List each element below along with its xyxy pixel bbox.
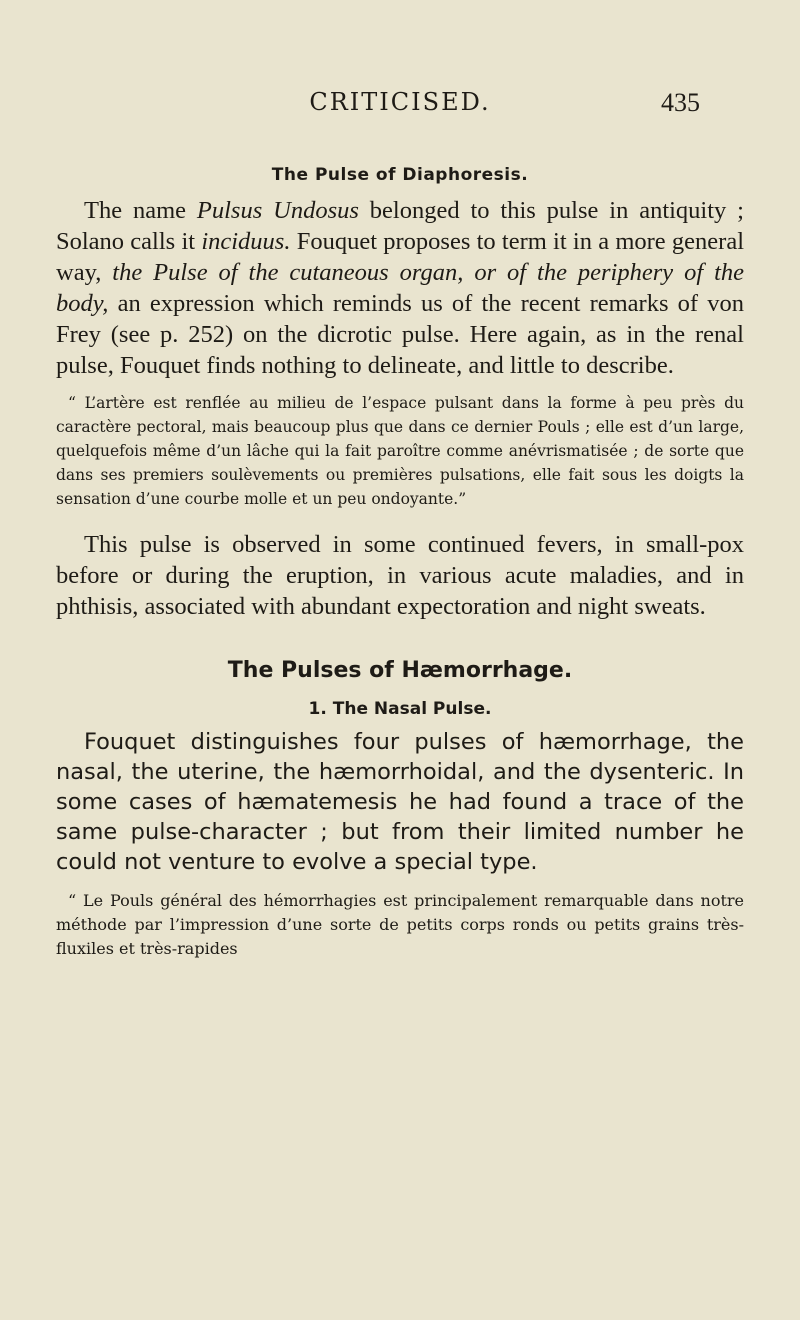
french-quotation: “ L’artère est renflée au milieu de l’espace pulsant dans la forme à peu près du caractère pectoral, mais beaucoup plus que dans ce dernier Pouls ; elle est d’un large, quelquefois même d’un lâche qui la fait paroître comme anévrismatisée ; de sorte que dans ses premiers soulèvements ou premières pulsations, elle fait sous les doigts la sensation d’une courbe molle et un peu ondoyante.” [56, 394, 744, 508]
subheading-nasal-pulse: 1. The Nasal Pulse. [308, 699, 492, 719]
paragraph-observed-fevers: This pulse is observed in some continued fevers, in small-pox before or during the eruption, in various acute maladies, and in phthisis, associated with abundant expectoration and night sweats. [56, 531, 744, 620]
text-run: an expression which reminds us of the recent remarks of von Frey (see p. 252) on the dicrotic pulse. Here again, as in the renal pulse, Fouquet finds nothing to delineate, and little to describe. [56, 290, 744, 379]
page-header [0, 88, 800, 128]
section-spacer [56, 622, 744, 658]
paragraph-fouquet-distinguishes: Fouquet distinguishes four pulses of hæmorrhage, the nasal, the uterine, the hæmorrhoidal, and the dysenteric. In some cases of hæmatemesis he had found a trace of the same pulse-character ; but from their limited number he could not venture to evolve a special type. [56, 729, 744, 875]
italic-term: Pulsus Undosus [196, 197, 359, 224]
page-number: 435 [661, 88, 700, 117]
page-body [56, 165, 744, 961]
text-run: Fouquet proposes to term it in a more general way, [56, 228, 744, 286]
paragraph-pulsus-undosus [56, 195, 744, 381]
text-run: The name [84, 197, 197, 224]
french-quotation-haemorrhage: “ Le Pouls général des hémorrhagies est principalement remarquable dans notre méthode par l’impression d’une sorte de petits corps ronds ou petits grains très-fluxiles et très-rapides [56, 891, 744, 958]
section-heading-haemorrhage: The Pulses of Hæmorrhage. [227, 658, 573, 683]
italic-term: inciduus. [201, 228, 291, 255]
section-heading-diaphoresis: The Pulse of Diaphoresis. [271, 165, 529, 185]
text-run: belonged to this pulse in antiquity ; Solano calls it [56, 197, 744, 255]
italic-term: the Pulse of the cutaneous organ, or of the periphery of the body, [56, 259, 745, 317]
running-head: CRITICISED. [309, 88, 491, 116]
